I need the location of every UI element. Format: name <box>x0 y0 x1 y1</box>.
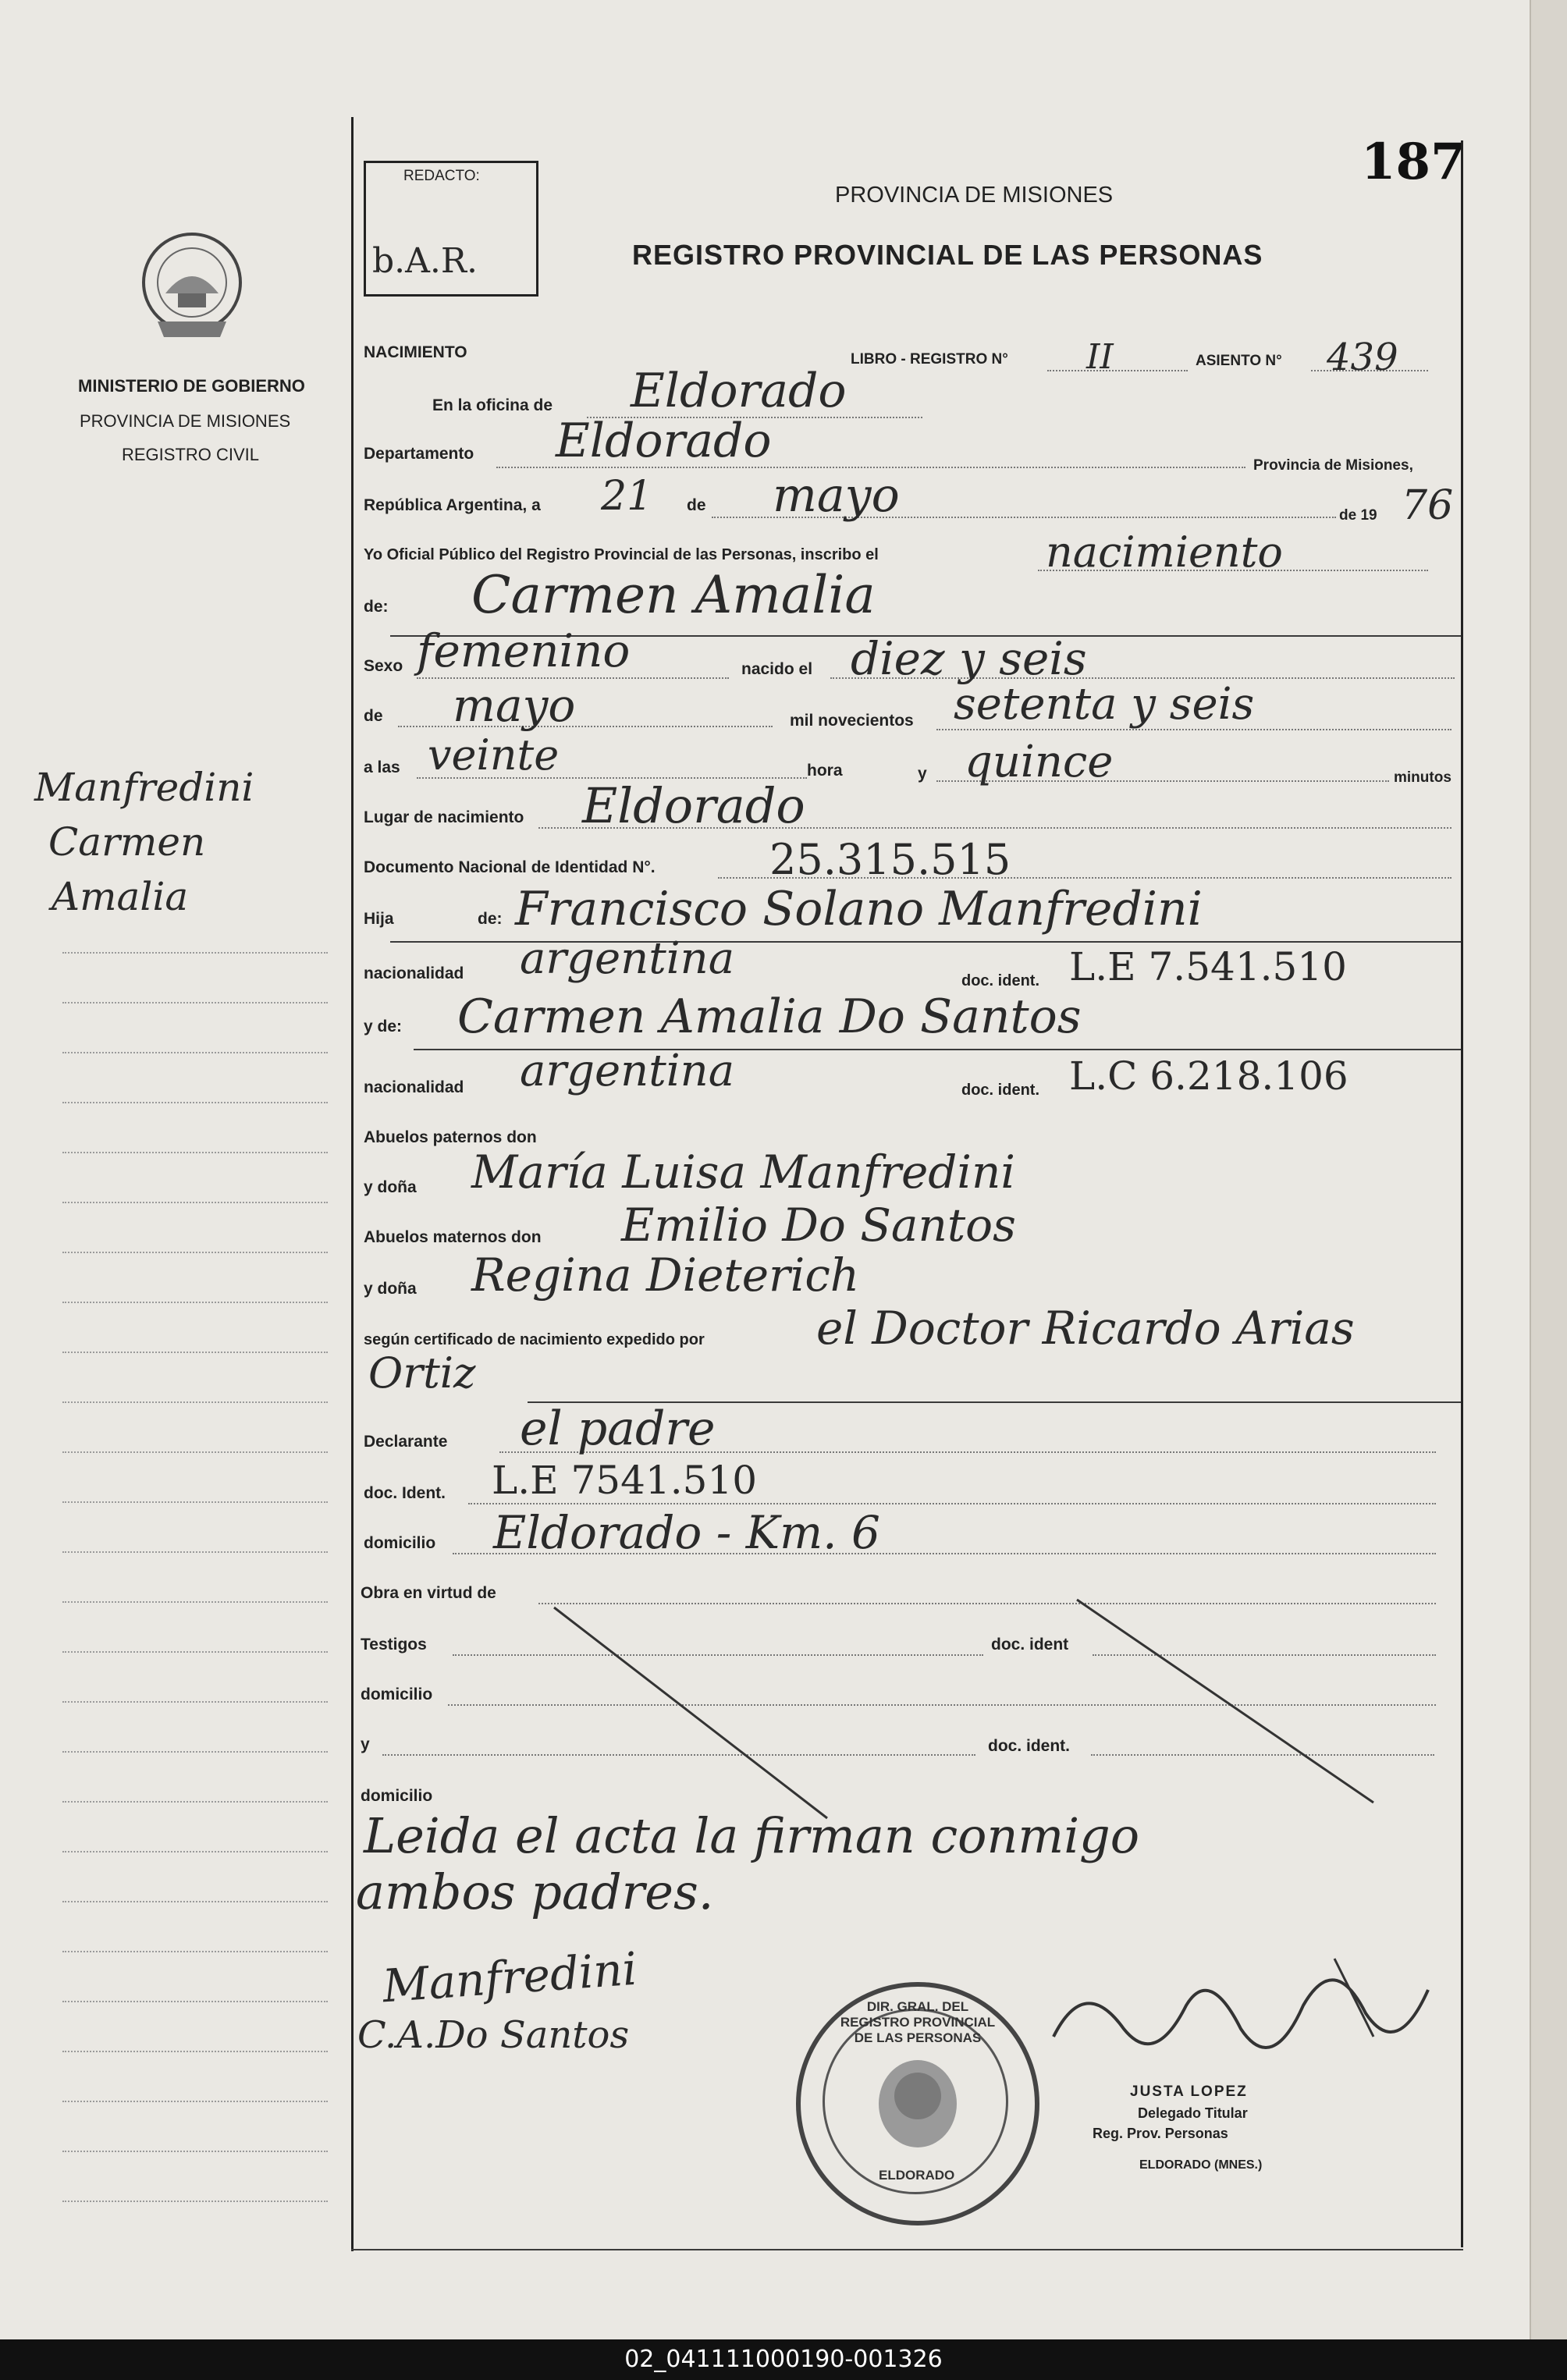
doc-label: Documento Nacional de Identidad N°. <box>364 858 656 876</box>
abuelos-maternos-label: Abuelos maternos don <box>364 1228 542 1246</box>
child-name-value: Carmen Amalia <box>471 565 876 625</box>
minutos-label: minutos <box>1394 769 1452 786</box>
republica-label: República Argentina, a <box>364 496 541 514</box>
mother-value: Carmen Amalia Do Santos <box>457 989 1082 1044</box>
declarante-value: el padre <box>520 1401 716 1456</box>
frame-right-line <box>1461 140 1463 2247</box>
redacto-value: b.A.R. <box>372 241 478 281</box>
margin-ruled-line <box>62 1102 328 1103</box>
void-strike-lines <box>546 1592 1420 1826</box>
signature-mother: C.A.Do Santos <box>357 2013 630 2057</box>
docid2-value: L.C 6.218.106 <box>1069 1053 1348 1099</box>
segun-value-2: Ortiz <box>368 1348 476 1398</box>
y-label: y <box>918 765 927 783</box>
domicilio3-label: domicilio <box>361 1787 433 1805</box>
segun-value: el Doctor Ricardo Arias <box>816 1302 1355 1355</box>
frame-bottom-line <box>351 2249 1463 2250</box>
inscribo-value: nacimiento <box>1046 528 1283 577</box>
abp-dona-value: María Luisa Manfredini <box>471 1146 1015 1199</box>
provincial-seal-logo <box>134 228 250 345</box>
abuelos-paternos-label: Abuelos paternos don <box>364 1128 537 1146</box>
footer-id-bar <box>0 2339 1567 2380</box>
margin-ruled-line <box>62 1601 328 1603</box>
official-name: JUSTA LOPEZ <box>1130 2083 1248 2100</box>
nac2-label: nacionalidad <box>364 1078 464 1096</box>
stamp-place: ELDORADO <box>879 2168 955 2183</box>
redacto-box <box>364 161 538 297</box>
lugar-value: Eldorado <box>582 777 805 834</box>
margin-ruled-line <box>62 1002 328 1004</box>
oficina-value: Eldorado <box>631 364 847 418</box>
margin-ruled-line <box>62 1801 328 1803</box>
asiento-value: 439 <box>1327 336 1398 379</box>
margin-ruled-line <box>62 1352 328 1353</box>
docident-dots <box>468 1503 1436 1504</box>
sexo-value: femenino <box>417 624 631 677</box>
margin-ruled-line <box>62 2151 328 2152</box>
docid1-label: doc. ident. <box>961 972 1039 989</box>
province-header: PROVINCIA DE MISIONES <box>835 183 1114 208</box>
y2-label: y <box>361 1735 370 1753</box>
docident-value: L.E 7541.510 <box>492 1458 758 1503</box>
libro-dots <box>1047 370 1188 371</box>
official-role: Delegado Titular <box>1138 2105 1248 2121</box>
nacido-label: nacido el <box>741 660 813 678</box>
sexo-label: Sexo <box>364 657 403 675</box>
oficina-label: En la oficina de <box>432 396 553 414</box>
signature-father: Manfredini <box>381 1941 639 2013</box>
nac2-value: argentina <box>520 1046 735 1096</box>
redacto-label: REDACTO: <box>403 168 480 184</box>
official-office: Reg. Prov. Personas <box>1093 2126 1228 2141</box>
margin-ruled-line <box>62 1052 328 1053</box>
official-signature <box>1038 1943 1444 2083</box>
year-value: 76 <box>1402 482 1454 529</box>
testigos-label: Testigos <box>361 1636 427 1654</box>
leida-line-1: Leida el acta la firman conmigo <box>364 1807 1140 1864</box>
frame-left-line <box>351 117 354 2251</box>
mil-value: setenta y seis <box>954 679 1255 730</box>
declarante-label: Declarante <box>364 1433 448 1451</box>
obra-label: Obra en virtud de <box>361 1584 496 1602</box>
margin-ruled-line <box>62 1751 328 1753</box>
margin-ruled-line <box>62 1152 328 1153</box>
nac1-value: argentina <box>520 933 735 984</box>
libro-label: LIBRO - REGISTRO N° <box>851 351 1008 368</box>
margin-note-first: Carmen <box>48 819 206 865</box>
docid2-label: doc. ident. <box>961 1082 1039 1099</box>
margin-ruled-line <box>62 1451 328 1453</box>
alas-label: a las <box>364 758 400 776</box>
margin-ruled-line <box>62 952 328 954</box>
de-label: de <box>687 496 706 514</box>
nac1-label: nacionalidad <box>364 964 464 982</box>
docident-label: doc. Ident. <box>364 1484 446 1502</box>
margin-ruled-line <box>62 1302 328 1303</box>
domicilio-value: Eldorado - Km. 6 <box>493 1506 880 1559</box>
departamento-value: Eldorado <box>556 414 772 468</box>
official-place: ELDORADO (MNES.) <box>1139 2158 1263 2172</box>
doc-value: 25.315.515 <box>769 835 1011 884</box>
footer-id: 02_041111000190-001326 <box>624 2346 943 2373</box>
nacimiento-label: NACIMIENTO <box>364 343 467 361</box>
margin-note-surname: Manfredini <box>34 765 254 810</box>
margin-ruled-line <box>62 1851 328 1852</box>
margin-ruled-line <box>62 1951 328 1952</box>
hija-de-label: de: <box>478 910 503 928</box>
abm-dona-value: Regina Dieterich <box>471 1249 860 1302</box>
father-value: Francisco Solano Manfredini <box>515 882 1203 936</box>
hija-label: Hija <box>364 910 394 928</box>
docident4-label: doc. ident. <box>988 1737 1070 1755</box>
margin-ruled-line <box>62 2001 328 2002</box>
min-value: quince <box>965 737 1114 787</box>
official-round-stamp <box>796 1982 1039 2225</box>
yde-label: y de: <box>364 1018 403 1035</box>
departamento-label: Departamento <box>364 445 474 463</box>
domicilio2-label: domicilio <box>361 1686 433 1703</box>
asiento-label: ASIENTO N° <box>1196 353 1282 369</box>
registry-header: REGISTRO PROVINCIAL DE LAS PERSONAS <box>632 239 1263 271</box>
nacido-month-value: mayo <box>453 679 576 732</box>
year-prefix: de 19 <box>1339 507 1377 524</box>
margin-ruled-line <box>62 1501 328 1503</box>
registry-label-left: REGISTRO CIVIL <box>122 445 260 464</box>
de2-label: de <box>364 707 383 725</box>
docid1-value: L.E 7.541.510 <box>1069 944 1347 989</box>
abm-don-value: Emilio Do Santos <box>621 1199 1016 1252</box>
day-value: 21 <box>601 473 653 520</box>
month-value: mayo <box>773 468 900 523</box>
yo-oficial-label: Yo Oficial Público del Registro Provincial de las Personas, inscribo el <box>364 546 879 563</box>
province-label-left: PROVINCIA DE MISIONES <box>80 411 291 431</box>
de-name-label: de: <box>364 598 389 616</box>
margin-ruled-line <box>62 1202 328 1203</box>
page-number: 187 <box>1361 133 1466 191</box>
ministry-label: MINISTERIO DE GOBIERNO <box>78 376 305 396</box>
margin-ruled-line <box>62 1551 328 1553</box>
docident3-label: doc. ident <box>991 1636 1069 1654</box>
stamp-text: DIR. GRAL. DEL REGISTRO PROVINCIAL DE LAS PERSONAS <box>840 1999 996 2045</box>
mil-label: mil novecientos <box>790 712 914 730</box>
margin-note-second: Amalia <box>52 874 189 919</box>
lugar-label: Lugar de nacimiento <box>364 808 524 826</box>
hora-value: veinte <box>428 730 560 780</box>
margin-ruled-line <box>62 1701 328 1703</box>
margin-ruled-line <box>62 2051 328 2052</box>
page-edge <box>1530 0 1567 2339</box>
nacido-value: diez y seis <box>851 632 1087 685</box>
margin-ruled-line <box>62 1252 328 1253</box>
provincia-label: Provincia de Misiones, <box>1253 457 1413 474</box>
leida-line-2: ambos padres. <box>356 1863 714 1920</box>
domicilio-label: domicilio <box>364 1534 436 1552</box>
libro-value: II <box>1086 337 1114 377</box>
margin-ruled-line <box>62 1901 328 1902</box>
hora-label: hora <box>807 762 843 780</box>
margin-ruled-line <box>62 2101 328 2102</box>
margin-ruled-line <box>62 2201 328 2202</box>
margin-ruled-line <box>62 1651 328 1653</box>
ydona2-label: y doña <box>364 1280 417 1298</box>
ydona1-label: y doña <box>364 1178 417 1196</box>
margin-ruled-line <box>62 1401 328 1403</box>
segun-label: según certificado de nacimiento expedido por <box>364 1331 705 1348</box>
